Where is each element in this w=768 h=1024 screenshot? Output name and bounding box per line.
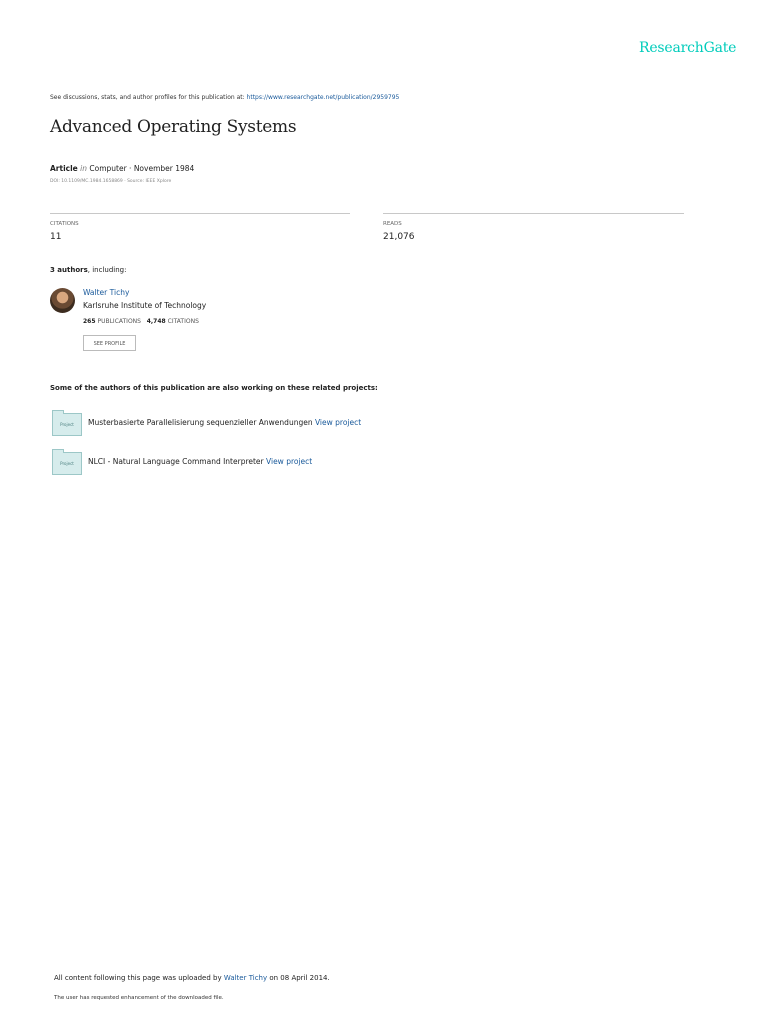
in-word: in [80, 164, 87, 173]
enhancement-note: The user has requested enhancement of the downloaded file. [54, 995, 224, 1001]
author-publications-label: PUBLICATIONS [97, 318, 141, 325]
author-stats [83, 318, 199, 325]
view-project-link[interactable]: View project [266, 457, 313, 466]
project-item [88, 418, 361, 427]
citations-value: 11 [50, 232, 62, 242]
authors-heading [50, 266, 126, 274]
citations-divider [50, 213, 350, 214]
author-citations-count: 4,748 [146, 318, 166, 325]
upload-suffix: on 08 April 2014. [267, 974, 330, 982]
related-projects-heading: Some of the authors of this publication are also working on these related projects: [50, 384, 378, 392]
project-item [88, 457, 312, 466]
authors-count: 3 authors [50, 266, 88, 274]
reads-label: READS [383, 221, 402, 227]
citations-label: CITATIONS [50, 221, 79, 227]
view-project-link[interactable]: View project [314, 418, 362, 427]
reads-divider [383, 213, 684, 214]
venue-date[interactable]: Computer · November 1984 [89, 164, 195, 173]
upload-prefix: All content following this page was uploaded by [54, 974, 224, 982]
discussion-prefix: See discussions, stats, and author profiles for this publication at: [50, 94, 247, 101]
researchgate-logo[interactable]: ResearchGate [639, 40, 737, 56]
upload-notice [54, 974, 330, 982]
author-citations-label: CITATIONS [167, 318, 199, 325]
author-name-link[interactable]: Walter Tichy [83, 288, 130, 297]
doi-source: DOI: 10.1109/MC.1984.1658869 · Source: IEEE Xplore [50, 179, 172, 184]
author-institution: Karlsruhe Institute of Technology [83, 301, 207, 310]
avatar[interactable] [50, 288, 75, 313]
page-title: Advanced Operating Systems [50, 117, 297, 137]
author-publications-count: 265 [83, 318, 96, 325]
see-profile-button[interactable]: SEE PROFILE [83, 335, 136, 351]
reads-value: 21,076 [383, 232, 415, 242]
uploader-link[interactable]: Walter Tichy [223, 974, 268, 982]
publication-url-link[interactable]: https://www.researchgate.net/publication/2959795 [246, 94, 400, 101]
article-type: Article [50, 164, 78, 173]
project-icon[interactable]: Project [52, 413, 82, 436]
project-icon[interactable]: Project [52, 452, 82, 475]
article-meta [50, 164, 194, 173]
project-title: Musterbasierte Parallelisierung sequenzieller Anwendungen [88, 418, 313, 427]
discussion-line [50, 94, 399, 101]
project-title: NLCI - Natural Language Command Interpreter [88, 457, 264, 466]
authors-count-suffix: , including: [87, 266, 127, 274]
